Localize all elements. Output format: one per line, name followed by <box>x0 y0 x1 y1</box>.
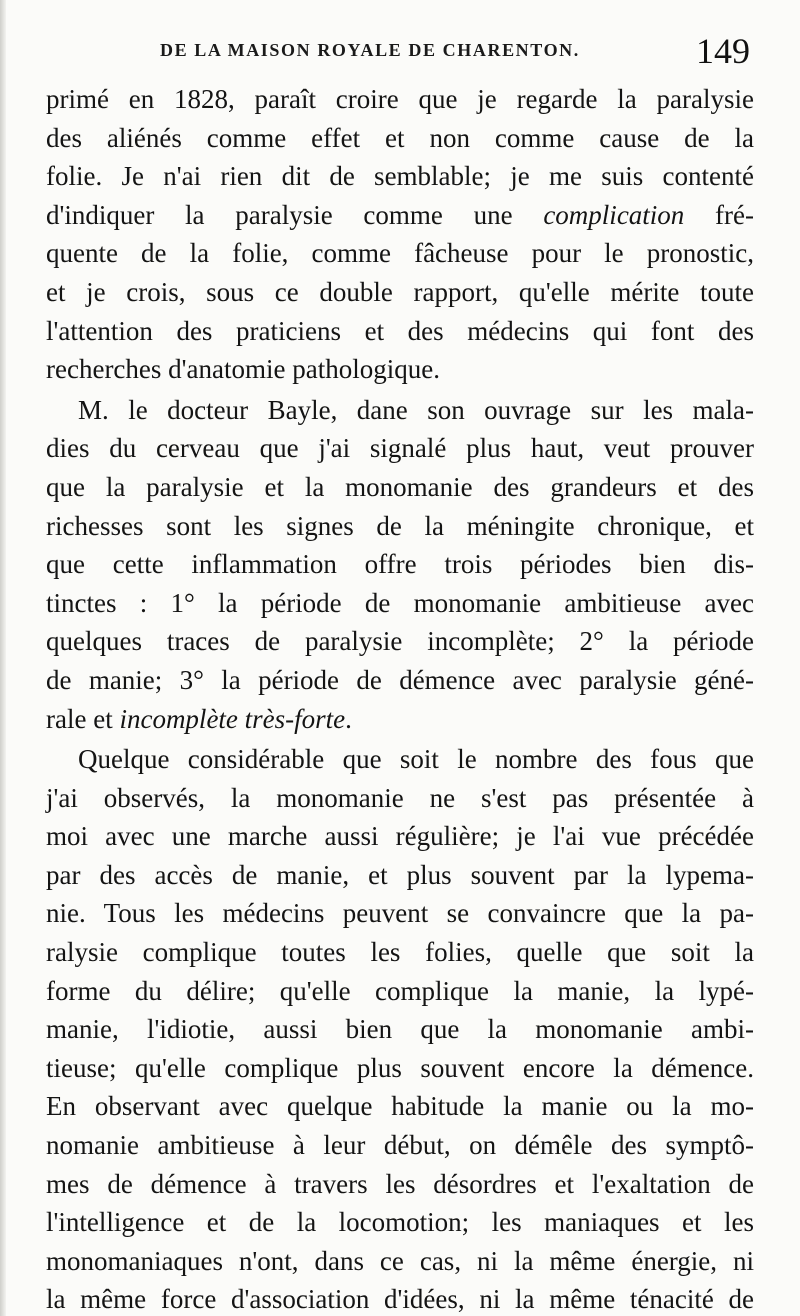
text-line: dies du cerveau que j'ai signalé plus haut, veut prouver <box>46 433 754 464</box>
text-line: l'attention des praticiens et des médecins qui font des <box>46 315 754 346</box>
text-line: des aliénés comme effet et non comme cause de la <box>46 122 754 153</box>
text-run: d'indiquer la paralysie comme une <box>46 199 544 230</box>
text-line <box>46 700 754 739</box>
text-line: nie. Tous les médecins peuvent se convaincre que la pa- <box>46 898 754 929</box>
text-line: recherches d'anatomie pathologique. <box>46 354 440 385</box>
text-line: de manie; 3° la période de démence avec paralysie géné- <box>46 664 754 695</box>
italic-text-run: complication <box>543 199 685 230</box>
text-line: M. le docteur Bayle, dane son ouvrage sur les mala- <box>78 394 754 425</box>
text-line: primé en 1828, paraît croire que je regarde la paralysie <box>46 84 754 114</box>
italic-text-run: incomplète très-forte <box>119 703 346 734</box>
text-line: ralysie complique toutes les folies, quelle que soit la <box>46 937 754 968</box>
text-line: j'ai observés, la monomanie ne s'est pas présentée à <box>46 782 754 813</box>
page-number: 149 <box>696 31 750 71</box>
text-line: monomaniaques n'ont, dans ce cas, ni la même énergie, ni <box>46 1245 754 1276</box>
text-run: rale et <box>46 703 120 734</box>
text-line: tinctes : 1° la période de monomanie ambitieuse avec <box>46 587 754 618</box>
text-line: la même force d'association d'idées, ni la même ténacité de <box>46 1284 754 1315</box>
text-line: mes de démence à travers les désordres et l'exaltation de <box>46 1168 754 1199</box>
body-text <box>46 80 754 1316</box>
text-run: fré- <box>684 199 754 230</box>
text-line: et je crois, sous ce double rapport, qu'elle mérite toute <box>46 276 754 307</box>
text-line: quelques traces de paralysie incomplète; 2° la période <box>46 626 754 657</box>
text-line: moi avec une marche aussi régulière; je l'ai vue précédée <box>46 821 754 852</box>
text-line <box>46 196 754 235</box>
text-line: manie, l'idiotie, aussi bien que la monomanie ambi- <box>46 1014 754 1045</box>
text-line: l'intelligence et de la locomotion; les maniaques et les <box>46 1207 754 1238</box>
text-line: que la paralysie et la monomanie des grandeurs et des <box>46 471 754 502</box>
running-head: DE LA MAISON ROYALE DE CHARENTON. <box>160 40 580 60</box>
text-line: par des accès de manie, et plus souvent par la lypema- <box>46 859 754 890</box>
text-line: forme du délire; qu'elle complique la manie, la lypé- <box>46 975 754 1006</box>
text-line: Quelque considérable que soit le nombre des fous que <box>78 744 754 775</box>
text-line: tieuse; qu'elle complique plus souvent encore la démence. <box>46 1052 754 1083</box>
page-edge-shadow <box>0 0 6 1316</box>
text-run: . <box>345 703 352 734</box>
text-line: que cette inflammation offre trois périodes bien dis- <box>46 549 754 580</box>
page-header <box>160 30 760 80</box>
text-line: quente de la folie, comme fâcheuse pour le pronostic, <box>46 238 754 269</box>
text-line: richesses sont les signes de la méningite chronique, et <box>46 510 754 541</box>
text-line: En observant avec quelque habitude la manie ou la mo- <box>46 1091 754 1122</box>
text-line: nomanie ambitieuse à leur début, on démêle des symptô- <box>46 1130 754 1161</box>
text-line: folie. Je n'ai rien dit de semblable; je me suis contenté <box>46 161 754 192</box>
